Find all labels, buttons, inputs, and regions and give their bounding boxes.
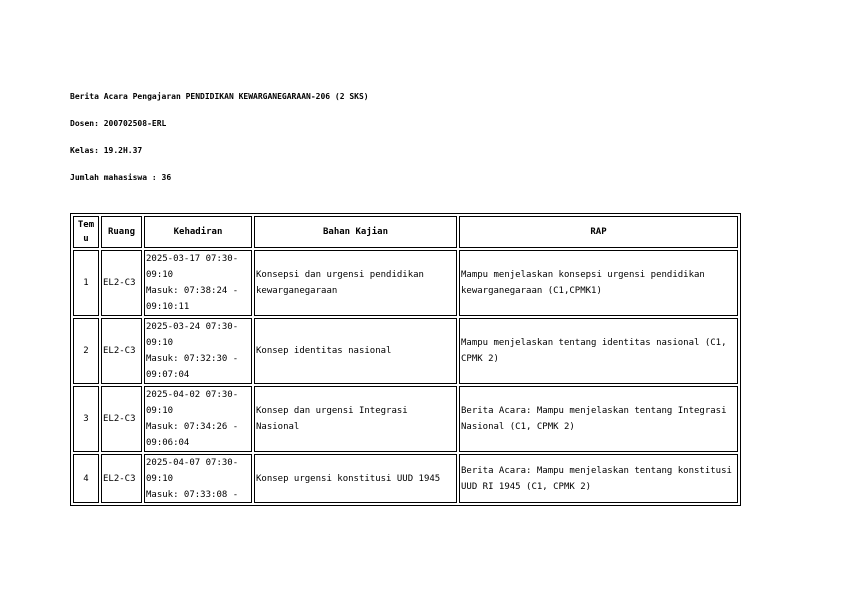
room-cell: EL2-C3 xyxy=(101,454,142,503)
topic-cell: Konsepsi dan urgensi pendidikan kewarganegaraan xyxy=(254,250,457,316)
attendance-cell xyxy=(144,250,252,316)
header-rap: RAP xyxy=(459,216,738,248)
table-row xyxy=(73,386,738,452)
header-attendance: Kehadiran xyxy=(144,216,252,248)
room-cell: EL2-C3 xyxy=(101,386,142,452)
topic-cell: Konsep urgensi konstitusi UUD 1945 xyxy=(254,454,457,503)
table-row xyxy=(73,250,738,316)
attendance-text: 2025-04-07 07:30-09:10 Masuk: 07:33:08 - xyxy=(146,458,239,500)
meeting-number: 2 xyxy=(73,318,99,384)
attendance-cell xyxy=(144,386,252,452)
attendance-cell xyxy=(144,454,252,503)
header-topic: Bahan Kajian xyxy=(254,216,457,248)
teaching-record-table xyxy=(70,213,741,506)
attendance-text: 2025-03-17 07:30-09:10 Masuk: 07:38:24 - 09:10:11 xyxy=(146,254,239,312)
meeting-number: 4 xyxy=(73,454,99,503)
rap-cell: Mampu menjelaskan tentang identitas nasional (C1, CPMK 2) xyxy=(459,318,738,384)
student-count: Jumlah mahasiswa : 36 xyxy=(70,173,172,182)
meeting-number: 3 xyxy=(73,386,99,452)
attendance-text: 2025-03-24 07:30-09:10 Masuk: 07:32:30 - 09:07:04 xyxy=(146,322,239,380)
topic-cell: Konsep identitas nasional xyxy=(254,318,457,384)
rap-cell: Berita Acara: Mampu menjelaskan tentang Integrasi Nasional (C1, CPMK 2) xyxy=(459,386,738,452)
report-title: Berita Acara Pengajaran PENDIDIKAN KEWARGANEGARAAN-206 (2 SKS) xyxy=(70,92,369,101)
attendance-text: 2025-04-02 07:30-09:10 Masuk: 07:34:26 - 09:06:04 xyxy=(146,390,239,448)
header-meeting: Tem u xyxy=(73,216,99,248)
class-info: Kelas: 19.2H.37 xyxy=(70,146,143,155)
table-row xyxy=(73,454,738,503)
attendance-cell xyxy=(144,318,252,384)
rap-cell: Mampu menjelaskan konsepsi urgensi pendidikan kewarganegaraan (C1,CPMK1) xyxy=(459,250,738,316)
lecturer-info: Dosen: 200702508-ERL xyxy=(70,119,167,128)
meeting-number: 1 xyxy=(73,250,99,316)
table-header-row xyxy=(73,216,738,248)
rap-cell: Berita Acara: Mampu menjelaskan tentang konstitusi UUD RI 1945 (C1, CPMK 2) xyxy=(459,454,738,503)
header-room: Ruang xyxy=(101,216,142,248)
room-cell: EL2-C3 xyxy=(101,250,142,316)
topic-cell: Konsep dan urgensi Integrasi Nasional xyxy=(254,386,457,452)
room-cell: EL2-C3 xyxy=(101,318,142,384)
table-row xyxy=(73,318,738,384)
